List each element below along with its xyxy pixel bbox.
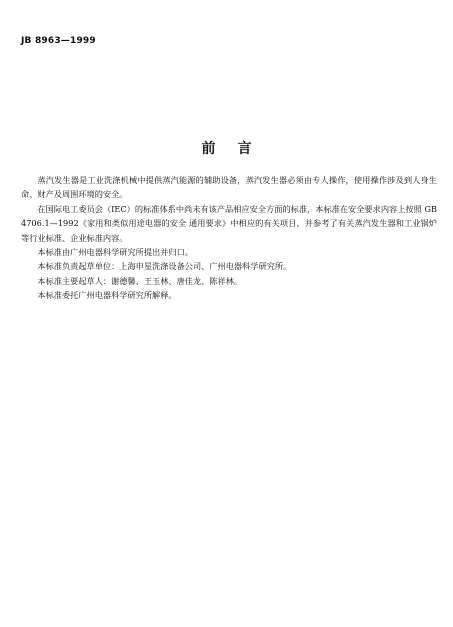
foreword-body xyxy=(21,173,437,303)
paragraph-drafting-units: 本标准负责起草单位：上海申星洗涤设备公司、广州电器科学研究所。 xyxy=(37,261,292,272)
paragraph-purpose: 蒸汽发生器是工业洗涤机械中提供蒸汽能源的辅助设备，蒸汽发生器必须由专人操作，使用操作涉及到人身生命、财产及周围环境的安全。 xyxy=(21,175,437,200)
paragraph-basis: 在国际电工委员会（IEC）的标准体系中尚未有该产品相应安全方面的标准，本标准在安全要求内容上按照 GB 4706.1—1992《家用和类似用途电器的安全 通用要求》中相应的有关项目，并参考了有关蒸汽发生器和工业锅炉等行业标准、企业标准内容。 xyxy=(21,203,437,243)
paragraph-interpretation: 本标准委托广州电器科学研究所解释。 xyxy=(37,290,177,301)
paragraph-drafters: 本标准主要起草人：谢德馨、王玉林、唐佳龙、陈祥林。 xyxy=(37,275,243,286)
paragraph-proposer: 本标准由广州电器科学研究所提出并归口。 xyxy=(37,247,193,258)
page-title: 前言 xyxy=(201,141,274,157)
standard-code: JB 8963—1999 xyxy=(21,36,96,46)
